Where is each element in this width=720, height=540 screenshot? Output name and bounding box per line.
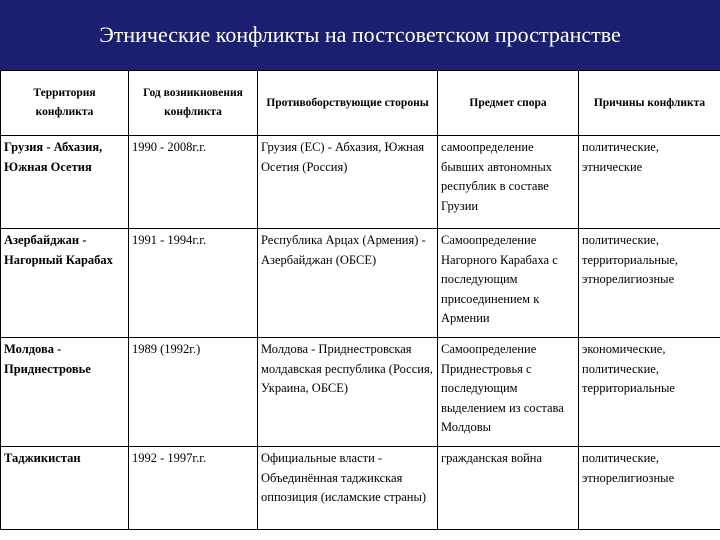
cell-parties: Грузия (ЕС) - Абхазия, Южная Осетия (Россия) <box>258 136 438 229</box>
cell-territory: Азербайджан - Нагорный Карабах <box>1 229 129 338</box>
cell-causes: политические, территориальные, этнорелигиозные <box>579 229 720 338</box>
cell-year: 1991 - 1994г.г. <box>129 229 258 338</box>
table-row <box>1 338 720 447</box>
slide-title: Этнические конфликты на постсоветском пространстве <box>99 22 621 47</box>
cell-parties: Официальные власти - Объединённая таджикская оппозиция (исламские страны) <box>258 447 438 530</box>
header-causes: Причины конфликта <box>579 71 720 136</box>
title-bar <box>0 0 720 70</box>
table-row <box>1 447 720 530</box>
cell-territory: Грузия - Абхазия, Южная Осетия <box>1 136 129 229</box>
cell-parties: Республика Арцах (Армения) - Азербайджан (ОБСЕ) <box>258 229 438 338</box>
cell-subject: Самоопределение Приднестровья с последующим выделением из состава Молдовы <box>438 338 579 447</box>
table-header-row <box>1 71 720 136</box>
cell-territory: Молдова - Приднестровье <box>1 338 129 447</box>
header-territory: Территория конфликта <box>1 71 129 136</box>
table-row <box>1 229 720 338</box>
cell-causes: политические, этнические <box>579 136 720 229</box>
cell-parties: Молдова - Приднестровская молдавская республика (Россия, Украина, ОБСЕ) <box>258 338 438 447</box>
cell-subject: Самоопределение Нагорного Карабаха с последующим присоединением к Армении <box>438 229 579 338</box>
cell-subject: гражданская война <box>438 447 579 530</box>
conflicts-table <box>0 70 720 530</box>
header-subject: Предмет спора <box>438 71 579 136</box>
cell-year: 1992 - 1997г.г. <box>129 447 258 530</box>
cell-year: 1989 (1992г.) <box>129 338 258 447</box>
header-parties: Противоборствующие стороны <box>258 71 438 136</box>
cell-year: 1990 - 2008г.г. <box>129 136 258 229</box>
cell-causes: экономические, политические, территориальные <box>579 338 720 447</box>
cell-subject: самоопределение бывших автономных республик в составе Грузии <box>438 136 579 229</box>
cell-territory: Таджикистан <box>1 447 129 530</box>
header-year: Год возникновения конфликта <box>129 71 258 136</box>
table-row <box>1 136 720 229</box>
cell-causes: политические, этнорелигиозные <box>579 447 720 530</box>
